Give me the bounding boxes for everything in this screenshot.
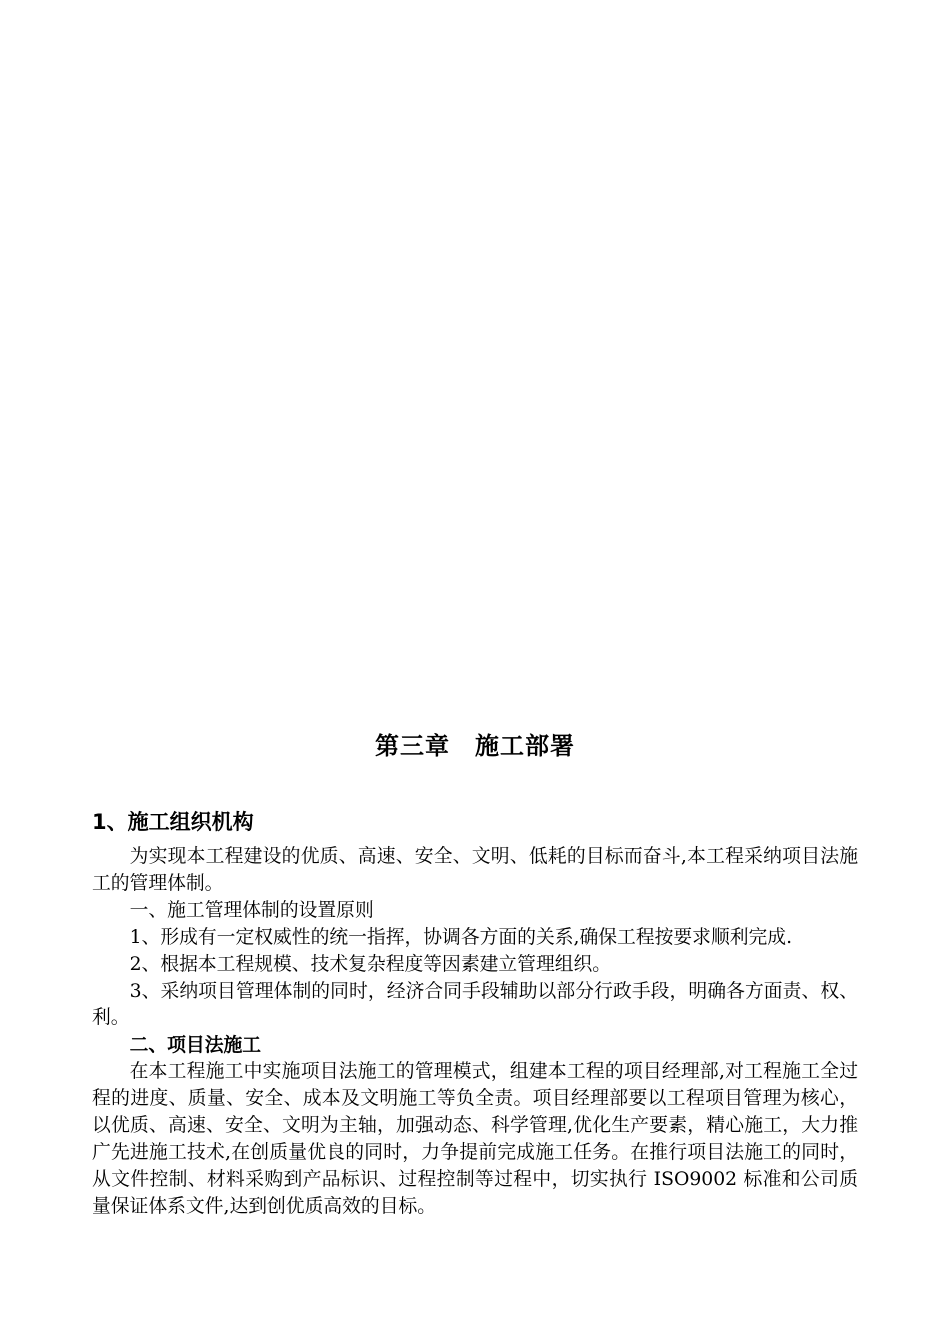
subheading-project-method: 二、项目法施工 — [129, 1034, 262, 1057]
chapter-title: 第三章 施工部署 — [375, 732, 575, 760]
principle-item-3: 3、采纳项目管理体制的同时，经济合同手段辅助以部分行政手段，明确各方面责、权、利。 — [92, 980, 858, 1029]
intro-paragraph: 为实现本工程建设的优质、高速、安全、文明、低耗的目标而奋斗,本工程采纳项目法施工的管理体制。 — [92, 846, 858, 894]
document-body — [92, 844, 858, 1221]
subheading-management-principles: 一、施工管理体制的设置原则 — [129, 899, 374, 921]
project-method-paragraph: 在本工程施工中实施项目法施工的管理模式，组建本工程的项目经理部,对工程施工全过程的进度、质量、安全、成本及文明施工等负全责。项目经理部要以工程项目管理为核心，以优质、高速、安全、文明为主轴，加强动态、科学管理,优化生产要素，精心施工，大力推广先进施工技术,在创质量优良的同时，力争提前完成施工任务。在推行项目法施工的同时，从文件控制、材料采购到产品标识、过程控制等过程中，切实执行 ISO9002 标准和公司质量保证体系文件,达到创优质高效的目标。 — [92, 1061, 858, 1217]
principle-item-2: 2、根据本工程规模、技术复杂程度等因素建立管理组织。 — [129, 953, 612, 975]
section-heading: 1、施工组织机构 — [92, 810, 254, 834]
principle-item-1: 1、形成有一定权威性的统一指挥，协调各方面的关系,确保工程按要求顺利完成. — [129, 926, 793, 948]
